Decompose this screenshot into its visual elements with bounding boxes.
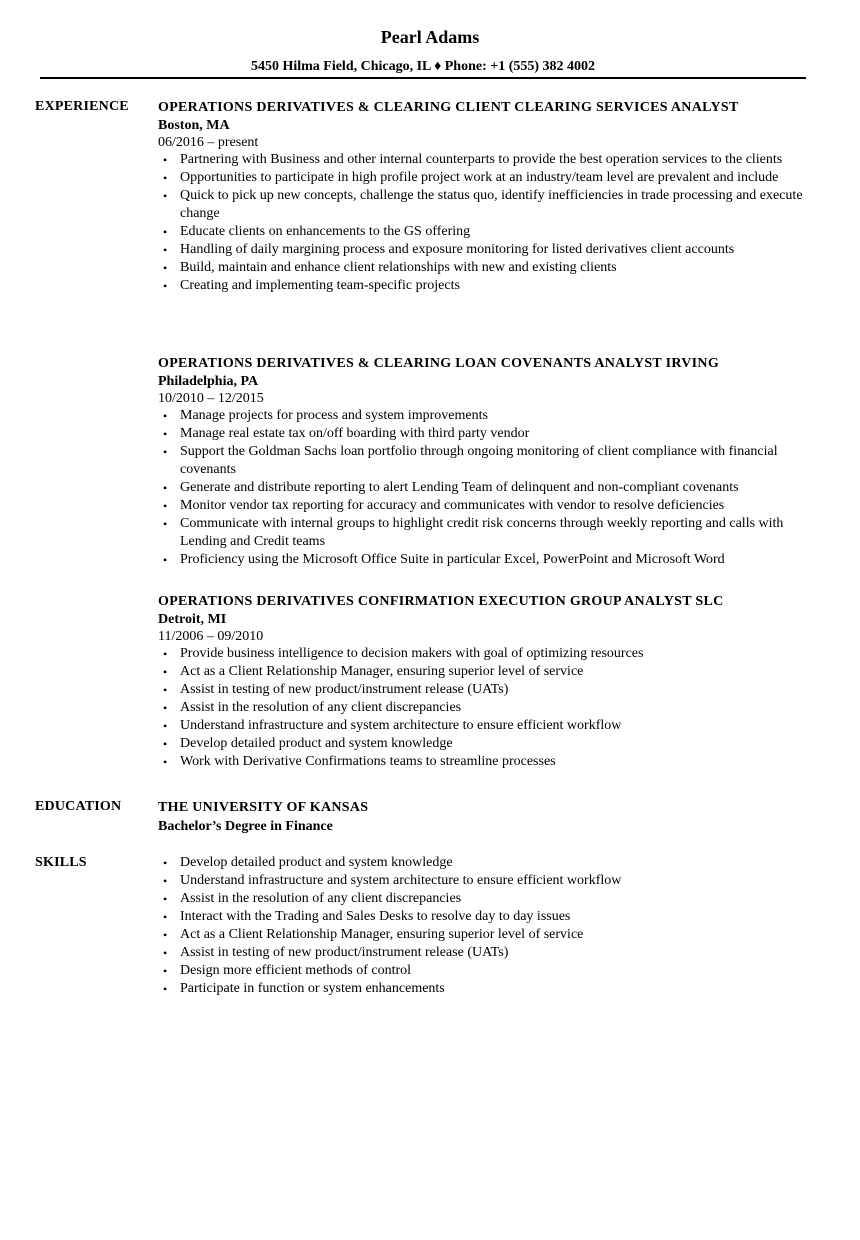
list-item-text: Handling of daily margining process and exposure monitoring for listed derivatives client accounts	[180, 242, 735, 257]
skills-list	[158, 854, 808, 998]
list-item-text: Opportunities to participate in high profile project work at an industry/team level are prevalent and include	[180, 170, 779, 185]
list-item-text: Design more efficient methods of control	[180, 963, 412, 978]
bullet-icon: •	[163, 261, 168, 275]
list-item-text: Build, maintain and enhance client relationships with new and existing clients	[180, 260, 617, 275]
list-item-text: Creating and implementing team-specific projects	[180, 278, 460, 293]
bullet-icon: •	[163, 279, 168, 293]
bullet-icon: •	[163, 243, 168, 257]
list-item-text: Provide business intelligence to decision makers with goal of optimizing resources	[180, 646, 644, 661]
bullet-icon: •	[163, 409, 168, 423]
section-label-experience: EXPERIENCE	[35, 99, 129, 114]
list-item	[158, 854, 808, 872]
list-item	[158, 735, 808, 753]
list-item-text: Act as a Client Relationship Manager, ensuring superior level of service	[180, 927, 584, 942]
bullet-icon: •	[163, 665, 168, 679]
bullet-icon: •	[163, 683, 168, 697]
list-item	[158, 980, 808, 998]
list-item	[158, 479, 808, 497]
list-item	[158, 681, 808, 699]
list-item-text: Interact with the Trading and Sales Desks to resolve day to day issues	[180, 909, 571, 924]
list-item	[158, 645, 808, 663]
bullet-icon: •	[163, 499, 168, 513]
list-item	[158, 223, 808, 241]
bullet-icon: •	[163, 737, 168, 751]
bullet-icon: •	[163, 427, 168, 441]
list-item-text: Act as a Client Relationship Manager, ensuring superior level of service	[180, 664, 584, 679]
bullet-icon: •	[163, 553, 168, 567]
bullet-icon: •	[163, 874, 168, 888]
bullet-icon: •	[163, 517, 168, 531]
list-item	[158, 663, 808, 681]
list-item-text: Understand infrastructure and system architecture to ensure efficient workflow	[180, 718, 622, 733]
list-item-text: Educate clients on enhancements to the GS offering	[180, 224, 471, 239]
resume-name: Pearl Adams	[380, 27, 480, 47]
list-item-text: Manage real estate tax on/off boarding with third party vendor	[180, 426, 530, 441]
list-item	[158, 872, 808, 890]
job-bullets	[158, 407, 808, 569]
contact-line: 5450 Hilma Field, Chicago, IL ♦ Phone: +1 (555) 382 4002	[250, 59, 596, 74]
list-item-text: Develop detailed product and system knowledge	[180, 736, 453, 751]
list-item	[158, 259, 808, 277]
list-item-text: Develop detailed product and system knowledge	[180, 855, 453, 870]
bullet-icon: •	[163, 647, 168, 661]
list-item	[158, 277, 808, 295]
bullet-icon: •	[163, 189, 168, 203]
job-entry	[158, 593, 808, 771]
list-item	[158, 699, 808, 717]
list-item-text: Assist in the resolution of any client discrepancies	[180, 700, 462, 715]
bullet-icon: •	[163, 755, 168, 769]
job-dates: 06/2016 – present	[158, 135, 259, 150]
list-item-text: Assist in testing of new product/instrument release (UATs)	[180, 945, 509, 960]
bullet-icon: •	[163, 445, 168, 459]
bullet-icon: •	[163, 171, 168, 185]
job-location: Philadelphia, PA	[158, 374, 259, 389]
list-item	[158, 407, 808, 425]
list-item-text: Understand infrastructure and system architecture to ensure efficient workflow	[180, 873, 622, 888]
job-title: OPERATIONS DERIVATIVES CONFIRMATION EXECUTION GROUP ANALYST SLC	[158, 594, 724, 609]
list-item	[158, 425, 808, 443]
list-item	[158, 187, 808, 223]
list-item-text: Communicate with internal groups to highlight credit risk concerns through weekly reporting and calls with Lending and Credit teams	[180, 516, 784, 549]
list-item	[158, 241, 808, 259]
list-item-text: Assist in testing of new product/instrument release (UATs)	[180, 682, 509, 697]
list-item	[158, 890, 808, 908]
job-bullets	[158, 645, 808, 771]
bullet-icon: •	[163, 225, 168, 239]
bullet-icon: •	[163, 928, 168, 942]
job-dates: 10/2010 – 12/2015	[158, 391, 264, 406]
list-item	[158, 753, 808, 771]
list-item	[158, 551, 808, 569]
bullet-icon: •	[163, 856, 168, 870]
bullet-icon: •	[163, 481, 168, 495]
skills-entry	[158, 854, 808, 998]
list-item-text: Participate in function or system enhancements	[180, 981, 445, 996]
school-name: THE UNIVERSITY OF KANSAS	[158, 800, 369, 815]
list-item-text: Quick to pick up new concepts, challenge the status quo, identify inefficiencies in trade processing and execute change	[180, 188, 803, 221]
list-item	[158, 962, 808, 980]
list-item	[158, 944, 808, 962]
bullet-icon: •	[163, 701, 168, 715]
list-item	[158, 717, 808, 735]
list-item-text: Manage projects for process and system improvements	[180, 408, 488, 423]
degree: Bachelor’s Degree in Finance	[158, 819, 333, 834]
job-title: OPERATIONS DERIVATIVES & CLEARING LOAN COVENANTS ANALYST IRVING	[158, 356, 720, 371]
bullet-icon: •	[163, 910, 168, 924]
list-item	[158, 497, 808, 515]
job-dates: 11/2006 – 09/2010	[158, 629, 264, 644]
bullet-icon: •	[163, 946, 168, 960]
list-item-text: Work with Derivative Confirmations teams to streamline processes	[180, 754, 556, 769]
section-label-education: EDUCATION	[35, 799, 122, 814]
list-item	[158, 908, 808, 926]
list-item-text: Assist in the resolution of any client discrepancies	[180, 891, 462, 906]
job-location: Boston, MA	[158, 118, 230, 133]
section-label-skills: SKILLS	[35, 855, 87, 870]
list-item	[158, 443, 808, 479]
list-item-text: Support the Goldman Sachs loan portfolio through ongoing monitoring of client compliance with financial covenants	[180, 444, 778, 477]
header-divider	[40, 77, 806, 79]
list-item	[158, 169, 808, 187]
list-item	[158, 151, 808, 169]
education-entry	[158, 799, 808, 835]
job-location: Detroit, MI	[158, 612, 227, 627]
list-item-text: Proficiency using the Microsoft Office Suite in particular Excel, PowerPoint and Microsoft Word	[180, 552, 725, 567]
list-item	[158, 515, 808, 551]
job-entry	[158, 355, 808, 569]
bullet-icon: •	[163, 892, 168, 906]
list-item-text: Generate and distribute reporting to alert Lending Team of delinquent and non-compliant covenants	[180, 480, 739, 495]
bullet-icon: •	[163, 964, 168, 978]
list-item-text: Partnering with Business and other internal counterparts to provide the best operation services to the clients	[180, 152, 783, 167]
bullet-icon: •	[163, 153, 168, 167]
job-entry	[158, 99, 808, 295]
list-item-text: Monitor vendor tax reporting for accuracy and communicates with vendor to resolve deficiencies	[180, 498, 725, 513]
list-item	[158, 926, 808, 944]
job-bullets	[158, 151, 808, 295]
bullet-icon: •	[163, 982, 168, 996]
job-title: OPERATIONS DERIVATIVES & CLEARING CLIENT CLEARING SERVICES ANALYST	[158, 100, 739, 115]
bullet-icon: •	[163, 719, 168, 733]
